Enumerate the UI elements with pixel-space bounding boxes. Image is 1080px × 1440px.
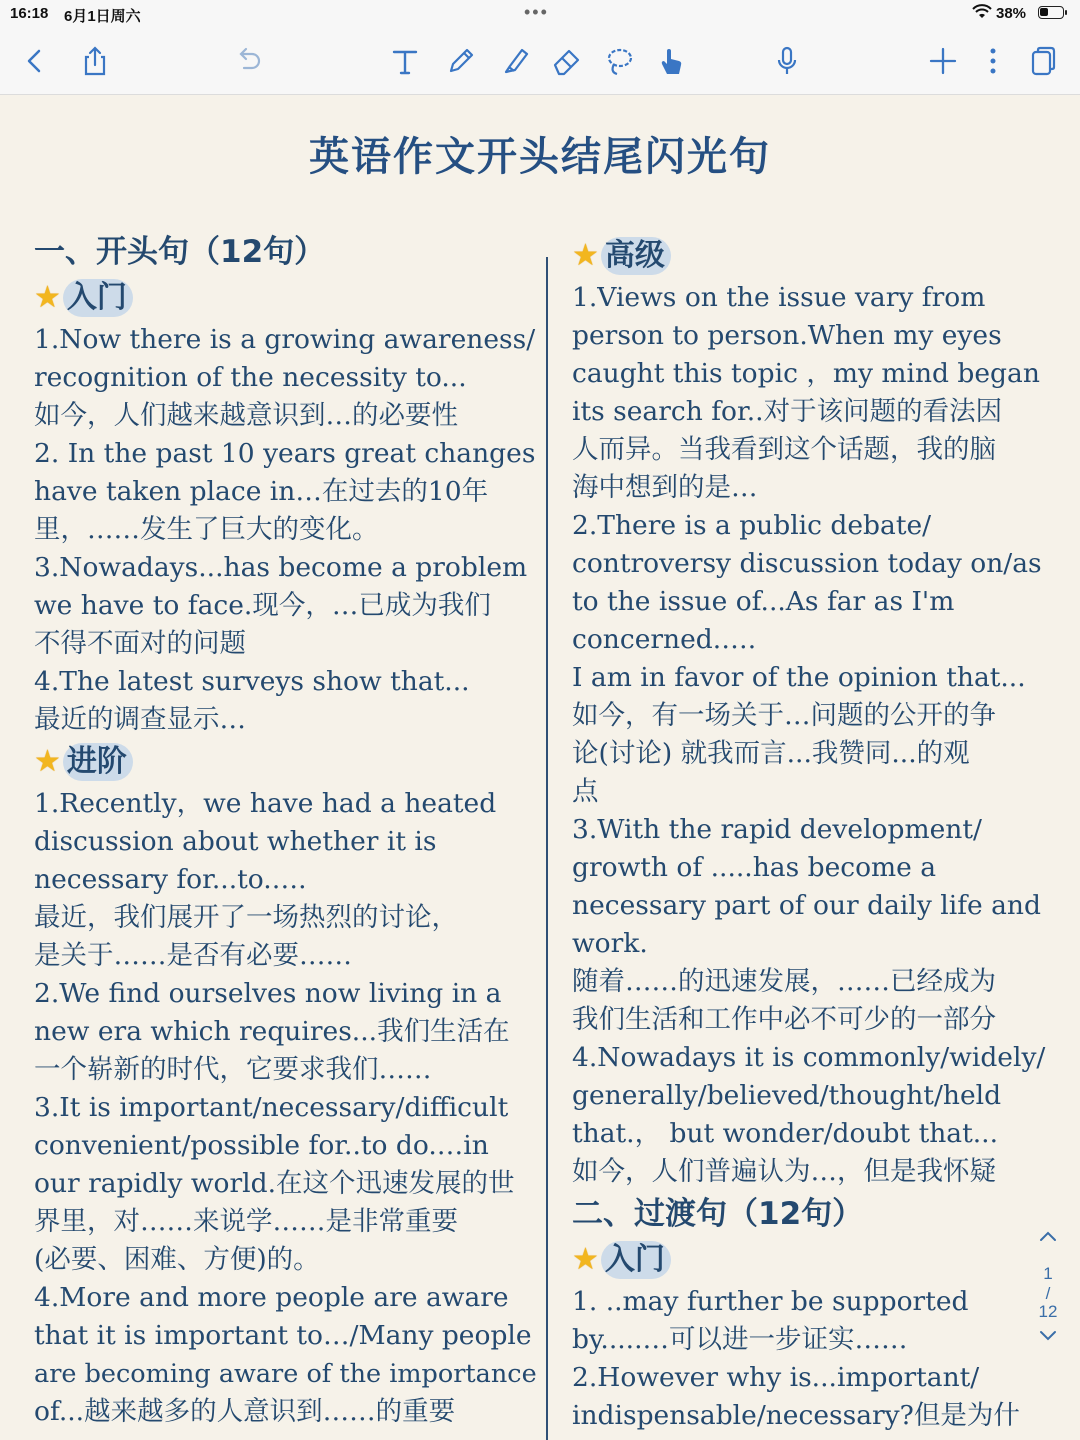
note-page[interactable] xyxy=(0,95,1080,1440)
share-icon[interactable] xyxy=(76,42,114,80)
note-line: indispensable/necessary?但是为什 xyxy=(572,1400,1020,1431)
page-navigator xyxy=(1030,1222,1066,1362)
note-line: 3.Nowadays...has become a problem xyxy=(34,552,528,583)
page-down-icon[interactable] xyxy=(1030,1322,1066,1350)
note-line: 3.With the rapid development/ xyxy=(572,814,982,845)
page-separator: / xyxy=(1045,1284,1051,1303)
note-line: 最近，我们展开了一场热烈的讨论， xyxy=(34,902,458,933)
note-line: 我们生活和工作中必不可少的一部分 xyxy=(572,1004,996,1035)
note-line: 一个崭新的时代，它要求我们…… xyxy=(34,1054,432,1085)
note-line: person to person.When my eyes xyxy=(572,320,1002,351)
note-line: 2.We find ourselves now living in a xyxy=(34,978,502,1009)
star-icon: ★ xyxy=(572,238,599,273)
note-line: recognition of the necessity to... xyxy=(34,362,467,393)
note-line: 1.Recently，we have had a heated xyxy=(34,788,497,819)
status-date: 6月1日周六 xyxy=(64,8,141,25)
note-line: convenient/possible for..to do.…in xyxy=(34,1130,489,1161)
note-line: we have to face.现今，…已成为我们 xyxy=(34,590,491,621)
level-tag xyxy=(34,739,539,785)
note-line: growth of .....has become a xyxy=(572,852,937,883)
note-line: 里，……发生了巨大的变化。 xyxy=(34,514,379,545)
note-line: its search for..对于该问题的看法因 xyxy=(572,396,1003,427)
note-line: I am in favor of the opinion that... xyxy=(572,662,1026,693)
note-line: 如今，人们越来越意识到…的必要性 xyxy=(34,400,458,431)
level-tag xyxy=(572,1237,1060,1283)
level-label: 入门 xyxy=(63,279,133,317)
note-line: 4.Nowadays it is commonly/widely/ xyxy=(572,1042,1046,1073)
total-pages: 12 xyxy=(1038,1302,1058,1321)
level-label: 入门 xyxy=(601,1241,671,1279)
lasso-icon[interactable] xyxy=(600,42,638,80)
note-line: 最近的调查显示… xyxy=(34,704,246,735)
section-heading: 一、开头句（12句） xyxy=(34,234,326,270)
level-tag xyxy=(572,233,1060,279)
wifi-icon xyxy=(972,4,992,24)
page-title: 英语作文开头结尾闪光句 xyxy=(309,133,771,180)
pages-icon[interactable] xyxy=(1024,42,1062,80)
note-line: of...越来越多的人意识到……的重要 xyxy=(34,1396,456,1427)
note-line: 不得不面对的问题 xyxy=(34,628,246,659)
battery-icon xyxy=(1038,6,1064,19)
level-label: 进阶 xyxy=(63,743,133,781)
battery-percent: 38% xyxy=(996,5,1027,22)
more-icon[interactable] xyxy=(974,42,1012,80)
text-tool-icon[interactable] xyxy=(386,42,424,80)
note-line: 1. ..may further be supported xyxy=(572,1286,969,1317)
note-line: 4.More and more people are aware xyxy=(34,1282,509,1313)
note-line: that.， but wonder/doubt that... xyxy=(572,1118,999,1149)
note-line: 是关于……是否有必要…… xyxy=(34,940,352,971)
column-divider xyxy=(546,257,548,1440)
note-line: 如今，人们普遍认为…，但是我怀疑 xyxy=(572,1156,996,1187)
note-toolbar xyxy=(0,28,1080,95)
back-icon[interactable] xyxy=(16,42,54,80)
note-line: necessary for...to.…. xyxy=(34,864,307,895)
touch-icon[interactable] xyxy=(652,42,690,80)
pen-icon[interactable] xyxy=(442,42,480,80)
add-icon[interactable] xyxy=(924,42,962,80)
note-line: 1.Now there is a growing awareness/ xyxy=(34,324,536,355)
note-line: to the issue of...As far as I'm xyxy=(572,586,955,617)
note-line: 海中想到的是… xyxy=(572,472,758,503)
note-line: by.....…可以进一步证实…… xyxy=(572,1324,908,1355)
star-icon: ★ xyxy=(34,744,61,779)
note-line: 2.There is a public debate/ xyxy=(572,510,932,541)
status-time: 16:18 xyxy=(10,5,49,22)
note-line: 如今，有一场关于…问题的公开的争 xyxy=(572,700,996,731)
eraser-icon[interactable] xyxy=(548,42,586,80)
note-line: work. xyxy=(572,928,648,959)
note-line: generally/believed/thought/held xyxy=(572,1080,1002,1111)
section-heading: 二、过渡句（12句） xyxy=(572,1196,864,1232)
note-line: caught this topic ，my mind began xyxy=(572,358,1040,389)
status-bar xyxy=(0,0,1080,28)
note-line: 3.It is important/necessary/difficult xyxy=(34,1092,509,1123)
note-line: discussion about whether it is xyxy=(34,826,437,857)
note-line: are becoming aware of the importance xyxy=(34,1359,537,1389)
current-page: 1 xyxy=(1043,1264,1053,1283)
note-line: 点 xyxy=(572,776,599,807)
mic-icon[interactable] xyxy=(768,42,806,80)
note-line: 界里，对……来说学……是非常重要 xyxy=(34,1206,458,1237)
undo-icon[interactable] xyxy=(230,42,268,80)
note-line: 1.Views on the issue vary from xyxy=(572,282,986,313)
right-column xyxy=(572,233,1060,1435)
note-line: 人而异。当我看到这个话题，我的脑 xyxy=(572,434,996,465)
note-line: 2. In the past 10 years great changes xyxy=(34,438,536,469)
level-tag xyxy=(34,275,539,321)
note-line: 随着……的迅速发展，……已经成为 xyxy=(572,966,996,997)
left-column xyxy=(34,229,539,1431)
note-line: that it is important to…/Many people xyxy=(34,1320,532,1351)
note-line: necessary part of our daily life and xyxy=(572,890,1041,921)
page-up-icon[interactable] xyxy=(1030,1222,1066,1250)
note-line: 2.However why is...important/ xyxy=(572,1362,980,1393)
note-line: (必要、困难、方便)的。 xyxy=(34,1244,320,1275)
multitask-dots-icon[interactable]: ••• xyxy=(524,2,549,22)
note-line: controversy discussion today on/as xyxy=(572,548,1042,579)
note-line: have taken place in…在过去的10年 xyxy=(34,476,489,507)
note-line: 4.The latest surveys show that... xyxy=(34,666,470,697)
highlighter-icon[interactable] xyxy=(496,42,534,80)
level-label: 高级 xyxy=(601,237,671,275)
note-line: our rapidly world.在这个迅速发展的世 xyxy=(34,1168,515,1199)
star-icon: ★ xyxy=(572,1242,599,1277)
star-icon: ★ xyxy=(34,280,61,315)
note-line: concerned.…. xyxy=(572,624,757,655)
note-line: 论(讨论) 就我而言...我赞同...的观 xyxy=(572,738,970,769)
note-line: new era which requires...我们生活在 xyxy=(34,1016,510,1047)
